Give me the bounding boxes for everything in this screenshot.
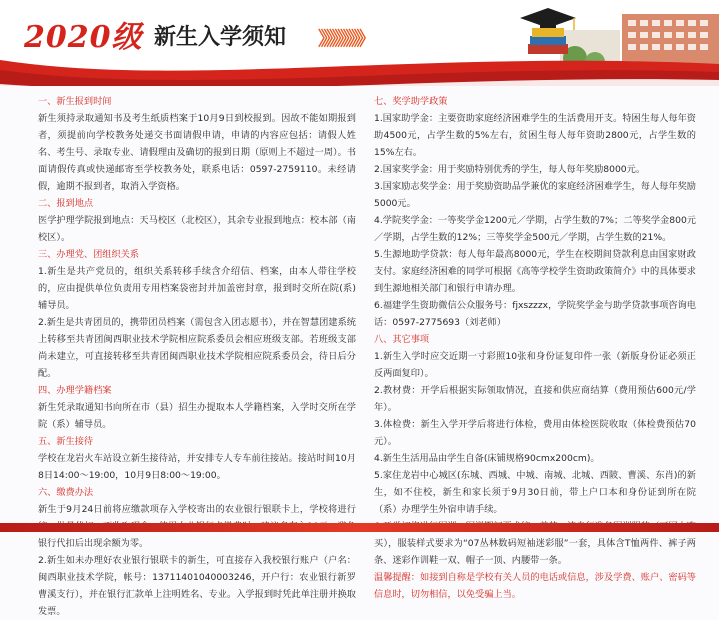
paragraph: 3.体检费：新生入学开学后将进行体检，费用由体检医院收取（体检费预估70元）。: [374, 419, 696, 447]
paragraph: 2.新生如未办理好农业银行银联卡的新生，可直接存入我校银行账户（户名：闽西职业技术学院，帐号：13711401040003246，开户行：农业银行新罗曹溪支行），并在银行汇款单上注明姓名、专业。入学报到时凭此单注册并换取发票。: [38, 555, 356, 617]
section-heading: 六、缴费办法: [38, 487, 94, 498]
paragraph: 4.新生生活用品由学生自备(床铺规格90cmx200cm)。: [374, 453, 600, 464]
paragraph: 买），服装样式要求为“07丛林数码短袖迷彩服”一套，具体含T恤两件、裤子两条、迷彩作训鞋一双、帽子一顶、内腰带一条。: [374, 538, 696, 566]
chevron-decoration: 》》》》》》》》: [318, 28, 372, 50]
section-heading: 五、新生接待: [38, 436, 94, 447]
paragraph: 新生凭录取通知书向所在市（县）招生办提取本人学籍档案，入学时交所在学院（系）辅导员。: [38, 402, 356, 430]
paragraph: 新生须持录取通知书及考生纸质档案于10月9日到校报到。因故不能如期报到者，须提前向学校教务处递交书面请假申请，申请的内容应包括：请假人姓名、考生号、录取专业、请假理由及确切的报到日期（原则上不超过一周）。书面请假传真或快递邮寄至学校教务处，联系电话：0597-2759110。未经请假，逾期不报到者，取消入学资格。: [38, 113, 356, 192]
paragraph: 5.家住龙岩中心城区(东城、西城、中城、南城、北城、西陂、曹溪、东肖)的新生，如不住校，新生和家长须于9月30日前，带上户口本和身份证到所在院（系）办理学生外宿申请手续。: [374, 470, 696, 515]
section-heading: 三、办理党、团组织关系: [38, 249, 140, 260]
title-year: 2020级: [24, 20, 143, 55]
paragraph: 6.福建学生资助微信公众服务号：fjxszzzx，学院奖学金与助学贷款事项咨询电话：0597-2775693（刘老师）: [374, 300, 696, 328]
section-heading: 八、其它事项: [374, 334, 430, 345]
section-heading: 四、办理学籍档案: [38, 385, 112, 396]
left-column: [38, 93, 356, 620]
paragraph: 1.新生入学时应交近期一寸彩照10张和身份证复印件一张（新版身份证必须正反两面复印）。: [374, 351, 696, 379]
paragraph: 1.国家助学金：主要资助家庭经济困难学生的生活费用开支。特困生每人每年资助4500元，占学生数的5%左右，贫困生每人每年资助2800元，占学生数的15%左右。: [374, 113, 696, 158]
paragraph: 学校在龙岩火车站设立新生接待站，并安排专人专车前往接站。接站时间10月8日14:00～19:00，10月9日8:00～19:00。: [38, 453, 356, 481]
warning-note: 温馨提醒：如接到自称是学校有关人员的电话或信息，涉及学费、账户、密码等信息时，切勿相信，以免受骗上当。: [374, 572, 696, 600]
footer-bar: [0, 523, 719, 532]
paragraph: 新生于9月24日前将应缴款项存入学校寄出的农业银行银联卡上，学校将进行 银行代扣后出现余额为零。: [38, 504, 356, 549]
paragraph: 3.国家励志奖学金：用于奖励资助品学兼优的家庭经济困难学生，每人每年奖励5000元。: [374, 181, 696, 209]
paragraph: 4.学院奖学金：一等奖学金1200元／学期，占学生数的7%；二等奖学金800元／学期，占学生数的12%；三等奖学金500元／学期，占学生数的21%。: [374, 215, 696, 243]
paragraph: 2.教材费：开学后根据实际领取情况，直接和供应商结算（费用预估600元/学年）。: [374, 385, 696, 413]
paragraph: 2.国家奖学金：用于奖励特别优秀的学生，每人每年奖励8000元。: [374, 164, 646, 175]
section-heading: 一、新生报到时间: [38, 96, 112, 107]
header-banner: [0, 0, 719, 86]
paragraph: 5.生源地助学贷款：每人每年最高8000元，学生在校期间贷款利息由国家财政支付。家庭经济困难的同学可根据《高等学校学生资助政策简介》中的具体要求到生源地相关部门和银行申请办理。: [374, 249, 696, 294]
paragraph: 1.新生是共产党员的，组织关系转移手续含介绍信、档案，由本人带往学校的，应由提供单位负责用专用档案袋密封并加盖密封章，报到时交所在院(系)辅导员。: [38, 266, 356, 311]
page-title: 新生入学须知: [154, 25, 287, 50]
section-heading: 二、报到地点: [38, 198, 94, 209]
paragraph: 2.新生是共青团员的，携带团员档案（需包含入团志愿书），并在智慧团建系统上转移至共青团闽西职业技术学院相应院系委员会相应班级支部。若班级支部尚未建立，可直接转移至共青团闽西职业技术学院相应院系委员会，待日后分配。: [38, 317, 356, 379]
section-heading: 七、奖学助学政策: [374, 96, 448, 107]
paragraph: 医学护理学院报到地点：天马校区（北校区），其余专业报到地点：校本部（南校区）。: [38, 215, 356, 243]
